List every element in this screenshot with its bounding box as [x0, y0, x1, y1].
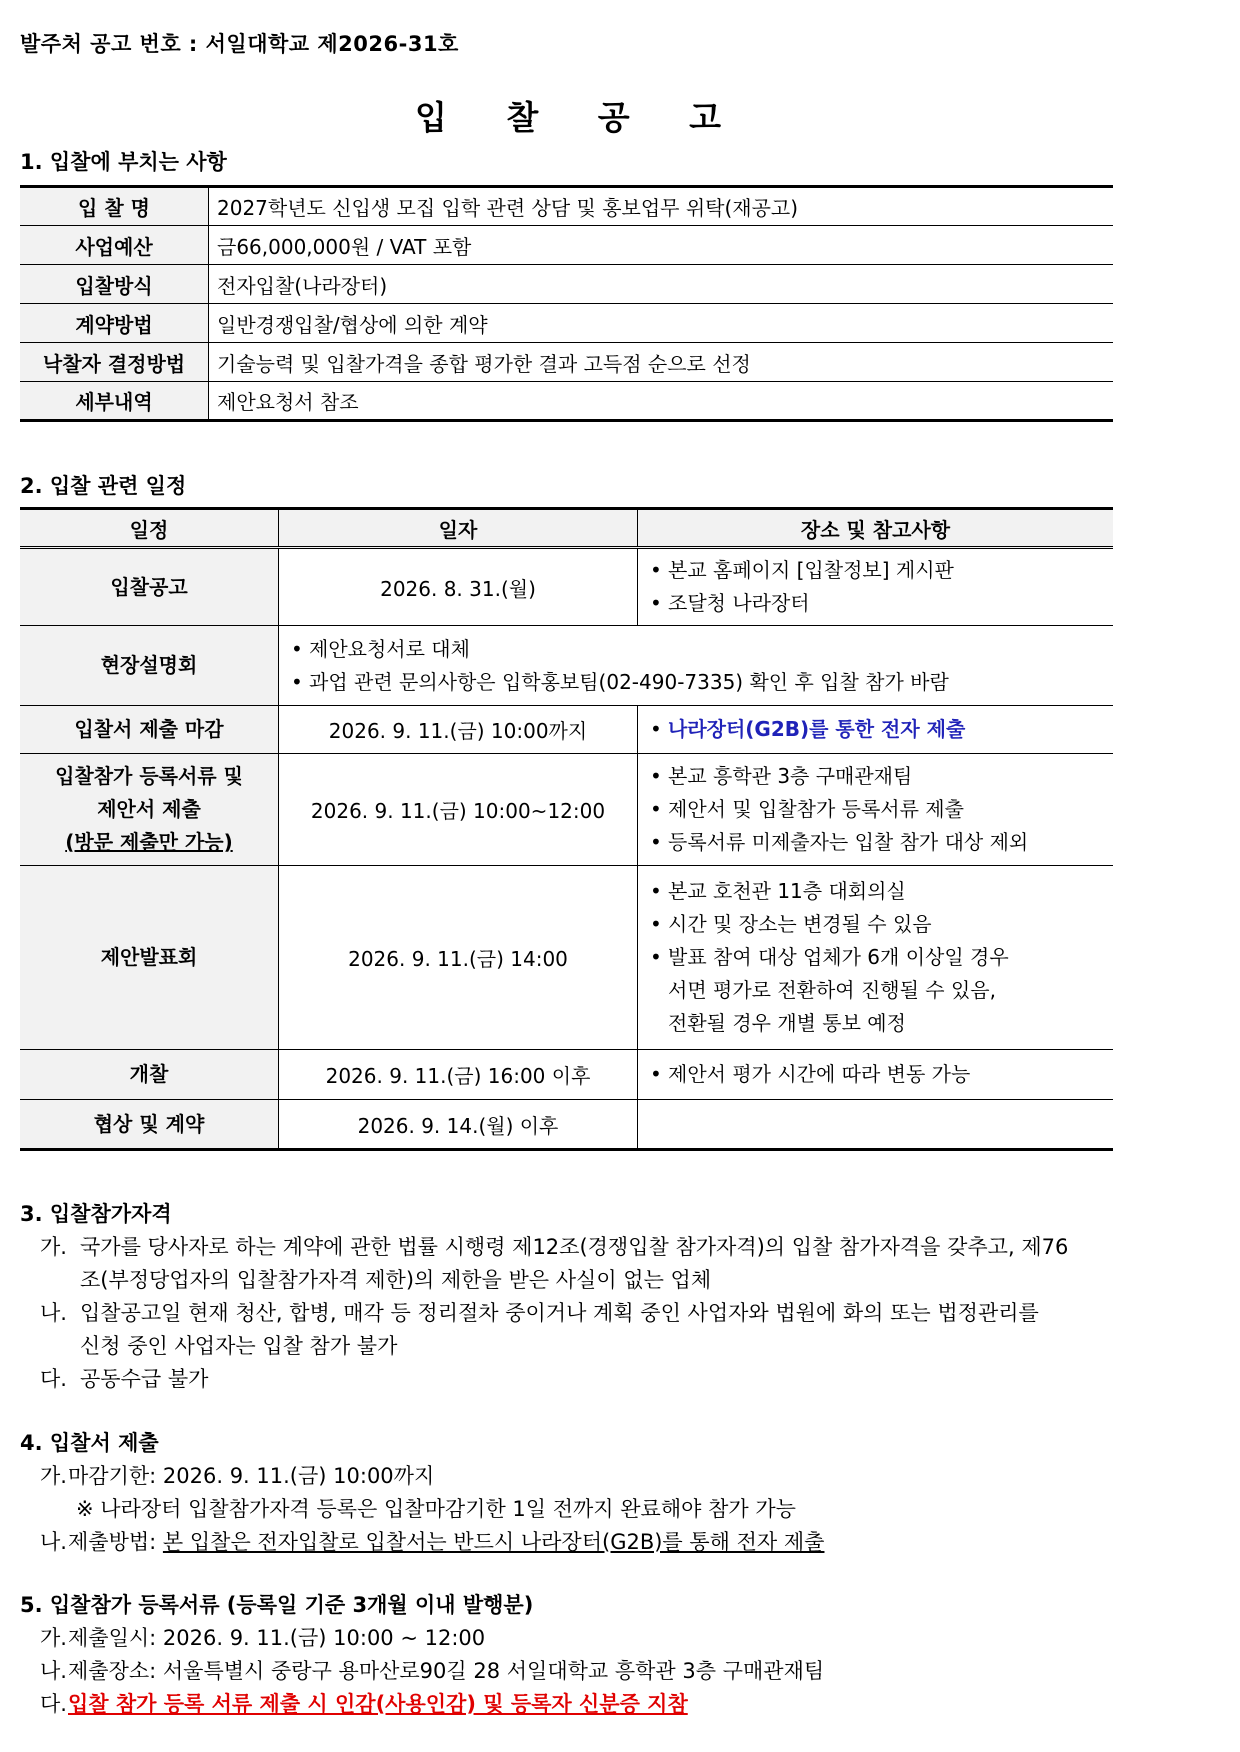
schedule-notes [638, 754, 1114, 866]
section4-heading: 4. 입찰서 제출 [20, 1431, 159, 1455]
schedule-date: 2026. 9. 14.(월) 이후 [279, 1100, 638, 1150]
list-item: 나. 제출방법: 본 입찰은 전자입찰로 입찰서는 반드시 나라장터(G2B)를 통해 전자 제출 [40, 1530, 825, 1554]
list-item: • 시간 및 장소는 변경될 수 있음 [650, 908, 1105, 941]
page-title: 입 찰 공 고 [415, 98, 745, 137]
section5-heading: 5. 입찰참가 등록서류 (등록일 기준 3개월 이내 발행분) [20, 1593, 534, 1617]
notice-number: 발주처 공고 번호 : 서일대학교 제2026-31호 [20, 32, 459, 56]
list-item: • 발표 참여 대상 업체가 6개 이상일 경우 서면 평가로 전환하여 진행될 수 있음, 전환될 경우 개별 통보 예정 [650, 941, 1105, 1040]
list-item: • 본교 호천관 11층 대회의실 [650, 875, 1105, 908]
row-value: 일반경쟁입찰/협상에 의한 계약 [209, 304, 1114, 343]
row-key: 사업예산 [20, 226, 209, 265]
list-item: • 본교 홈페이지 [입찰정보] 게시판 [650, 554, 1105, 587]
list-item: • 조달청 나라장터 [650, 587, 1105, 620]
list-item: 나. 제출장소: 서울특별시 중랑구 용마산로90길 28 서일대학교 흥학관 3층 구매관재팀 [40, 1659, 825, 1683]
row-key: 입찰방식 [20, 265, 209, 304]
list-item: • 본교 흥학관 3층 구매관재팀 [650, 760, 1105, 793]
schedule-date: 2026. 8. 31.(월) [279, 548, 638, 626]
table-row [20, 226, 1113, 265]
schedule-notes [638, 548, 1114, 626]
schedule-event: 입찰공고 [20, 548, 279, 626]
table-row [20, 1050, 1113, 1100]
schedule-table [20, 507, 1113, 1151]
row-value: 2027학년도 신입생 모집 입학 관련 상담 및 홍보업무 위탁(재공고) [209, 187, 1114, 226]
row-value: 제안요청서 참조 [209, 382, 1114, 421]
section4 [20, 1427, 1160, 1559]
list-item: 가. 마감기한: 2026. 9. 11.(금) 10:00까지 [40, 1464, 435, 1488]
section1-heading: 1. 입찰에 부치는 사항 [20, 150, 227, 174]
row-value: 금66,000,000원 / VAT 포함 [209, 226, 1114, 265]
schedule-date: 2026. 9. 11.(금) 10:00까지 [279, 706, 638, 754]
list-item: 다. 입찰 참가 등록 서류 제출 시 인감(사용인감) 및 등록자 신분증 지참 [40, 1692, 688, 1716]
list-item: • 과업 관련 문의사항은 입학홍보팀(02-490-7335) 확인 후 입찰 참가 바람 [291, 666, 1105, 699]
row-value: 기술능력 및 입찰가격을 종합 평가한 결과 고득점 순으로 선정 [209, 343, 1114, 382]
bid-summary-table [20, 185, 1113, 422]
list-item: • 등록서류 미제출자는 입찰 참가 대상 제외 [650, 826, 1105, 859]
list-item: • 나라장터(G2B)를 통한 전자 제출 [650, 713, 1105, 746]
schedule-notes [638, 866, 1114, 1050]
row-value: 전자입찰(나라장터) [209, 265, 1114, 304]
table-row [20, 706, 1113, 754]
row-key: 세부내역 [20, 382, 209, 421]
list-item: • 제안요청서로 대체 [291, 633, 1105, 666]
schedule-event: 협상 및 계약 [20, 1100, 279, 1150]
section3-heading: 3. 입찰참가자격 [20, 1202, 172, 1226]
schedule-date: 2026. 9. 11.(금) 10:00~12:00 [279, 754, 638, 866]
row-key: 낙찰자 결정방법 [20, 343, 209, 382]
table-row [20, 866, 1113, 1050]
list-item: • 제안서 평가 시간에 따라 변동 가능 [650, 1058, 1105, 1091]
table-row [20, 187, 1113, 226]
table-row [20, 304, 1113, 343]
schedule-notes [279, 626, 1114, 706]
schedule-event: 입찰서 제출 마감 [20, 706, 279, 754]
section5 [20, 1589, 1160, 1721]
column-header: 장소 및 참고사항 [638, 509, 1114, 548]
schedule-date: 2026. 9. 11.(금) 14:00 [279, 866, 638, 1050]
schedule-date: 2026. 9. 11.(금) 16:00 이후 [279, 1050, 638, 1100]
schedule-event: 제안발표회 [20, 866, 279, 1050]
list-item: 다. 공동수급 불가 [40, 1367, 209, 1391]
schedule-event: 입찰참가 등록서류 및 제안서 제출 (방문 제출만 가능) [20, 754, 279, 866]
table-row [20, 754, 1113, 866]
schedule-event: 개찰 [20, 1050, 279, 1100]
schedule-event: 현장설명회 [20, 626, 279, 706]
table-header-row [20, 509, 1113, 548]
table-row [20, 548, 1113, 626]
list-item: 나. 입찰공고일 현재 청산, 합병, 매각 등 정리절차 중이거나 계획 중인 사업자와 법원에 화의 또는 법정관리를 신청 중인 사업자는 입찰 참가 불가 [40, 1301, 1039, 1358]
schedule-notes [638, 1100, 1114, 1150]
list-item: 가. 국가를 당사자로 하는 계약에 관한 법률 시행령 제12조(경쟁입찰 참가자격)의 입찰 참가자격을 갖추고, 제76 조(부정당업자의 입찰참가자격 제한)의 제한을 받은 사실이 없는 업체 [40, 1235, 1069, 1292]
column-header: 일자 [279, 509, 638, 548]
column-header: 일정 [20, 509, 279, 548]
section3 [20, 1198, 1160, 1396]
schedule-notes [638, 706, 1114, 754]
row-key: 계약방법 [20, 304, 209, 343]
table-row [20, 265, 1113, 304]
section2-heading: 2. 입찰 관련 일정 [20, 474, 187, 498]
list-item: • 제안서 및 입찰참가 등록서류 제출 [650, 793, 1105, 826]
table-row [20, 382, 1113, 421]
table-row [20, 1100, 1113, 1150]
note: ※ 나라장터 입찰참가자격 등록은 입찰마감기한 1일 전까지 완료해야 참가 가능 [76, 1497, 796, 1521]
table-row [20, 626, 1113, 706]
row-key: 입 찰 명 [20, 187, 209, 226]
list-item: 가. 제출일시: 2026. 9. 11.(금) 10:00 ~ 12:00 [40, 1626, 486, 1650]
table-row [20, 343, 1113, 382]
schedule-notes [638, 1050, 1114, 1100]
